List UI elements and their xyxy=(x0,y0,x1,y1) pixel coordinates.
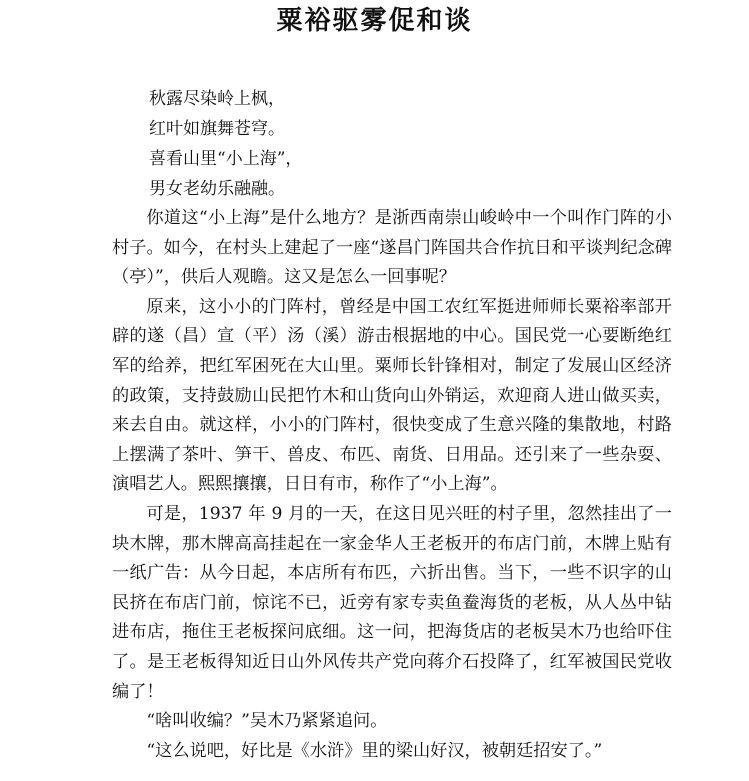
poem-line: 男女老幼乐融融。 xyxy=(149,179,285,199)
paragraph: 原来，这小小的门阵村，曾经是中国工农红军挺进师师长粟裕率部开辟的遂（昌）宣（平）汤（溪）游击根据地的中心。国民党一心要断绝红军的给养，把红军困死在大山里。粟师长针锋相对，制定了发展山区经济的政策，支持鼓励山民把竹木和山货向山外销运，欢迎商人进山做买卖，来去自由。就这样，小小的门阵村，很快变成了生意兴隆的集散地，村路上摆满了茶叶、笋干、兽皮、布匹、南货、日用品。还引来了一些杂耍、演唱艺人。熙熙攘攘，日日有市，称作了“小上海”。 xyxy=(112,296,672,495)
poem-line: 秋露尽染岭上枫， xyxy=(149,89,285,109)
article-title: 粟裕驱雾促和谈 xyxy=(276,6,473,36)
article-body xyxy=(112,204,672,766)
dialogue-paragraph: “这么说吧，好比是《水浒》里的梁山好汉，被朝廷招安了。” xyxy=(146,740,603,761)
poem-line: 红叶如旗舞苍穹。 xyxy=(149,119,285,139)
poem-line: 喜看山里“小上海”， xyxy=(149,149,303,169)
paragraph: 你道这“小上海”是什么地方？是浙西南崇山峻岭中一个叫作门阵的小村子。如今，在村头上建起了一座“遂昌门阵国共合作抗日和平谈判纪念碑（亭）”，供后人观瞻。这又是怎么一回事呢？ xyxy=(112,208,672,288)
paragraph: 可是，1937 年 9 月的一天，在这日见兴旺的村子里，忽然挂出了一块木牌，那木牌高高挂起在一家金华人王老板开的布店门前，木牌上贴有一纸广告：从今日起，本店所有布匹，六折出售。当下，一些不识字的山民挤在布店门前，惊诧不已，近旁有家专卖鱼鲞海货的老板，从人丛中钻进布店，拖住王老板探问底细。这一问，把海货店的老板吴木乃也给吓住了。是王老板得知近日山外风传共产党向蒋介石投降了，红军被国民党收编了！ xyxy=(112,503,672,702)
dialogue-paragraph: “啥叫收编？”吴木乃紧紧追问。 xyxy=(146,711,388,732)
poem-block xyxy=(149,84,302,204)
